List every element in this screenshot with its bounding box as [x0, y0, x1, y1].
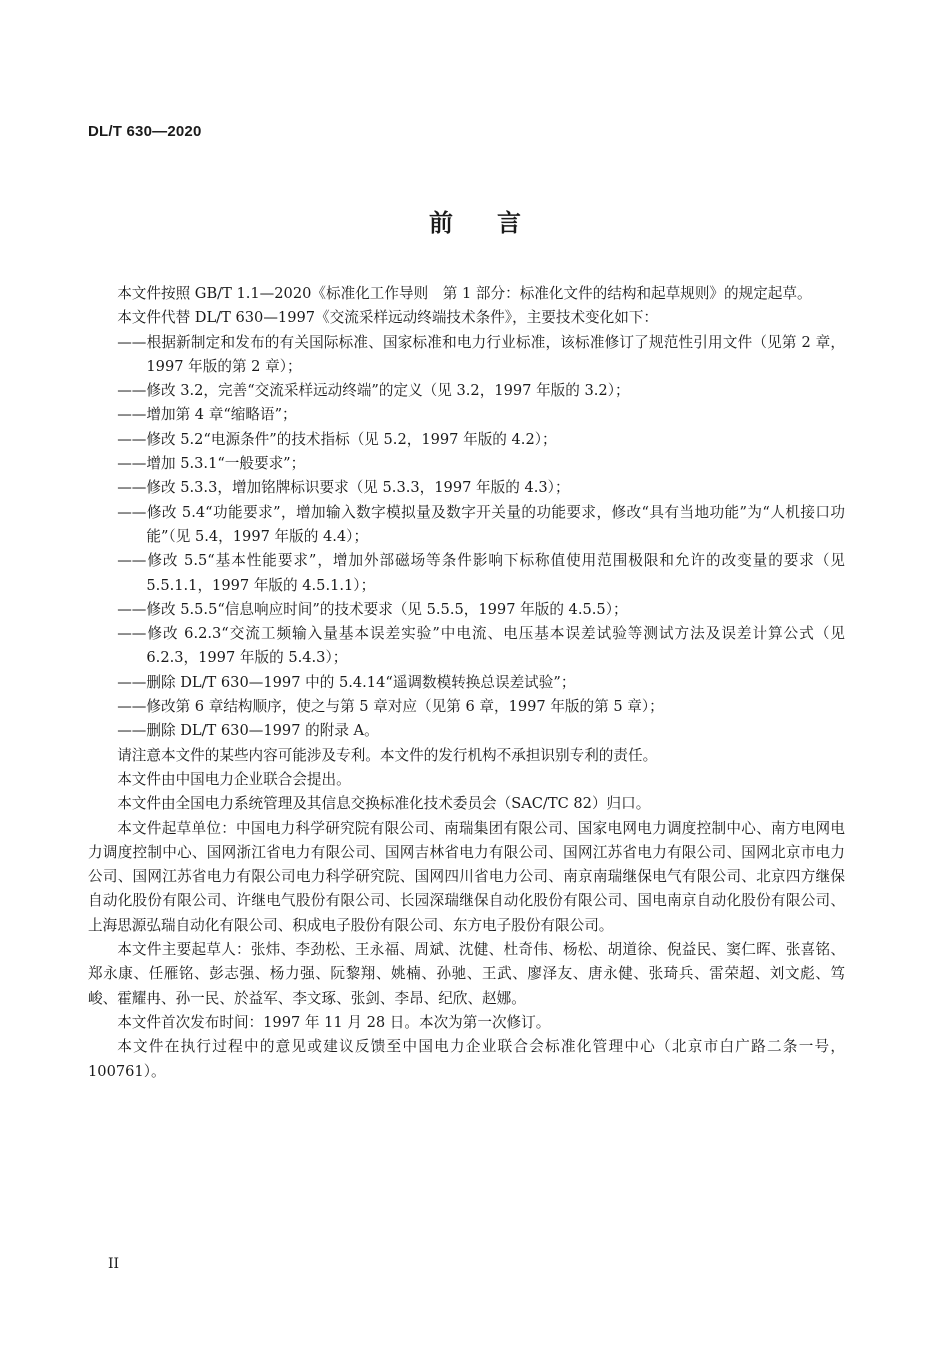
- list-item: ——修改 6.2.3“交流工频输入量基本误差实验”中电流、电压基本误差试验等测试方法及误差计算公式（见 6.2.3，1997 年版的 5.4.3）；: [117, 625, 845, 667]
- paragraph-replacement: 本文件代替 DL/T 630—1997《交流采样远动终端技术条件》，主要技术变化如下：: [117, 309, 659, 327]
- list-item: ——修改 5.5.5“信息响应时间”的技术要求（见 5.5.5，1997 年版的 4.5.5）；: [117, 600, 628, 618]
- page-number: II: [108, 1256, 120, 1272]
- list-item: ——修改 5.3.3，增加铭牌标识要求（见 5.3.3，1997 年版的 4.3）；: [117, 479, 570, 497]
- foreword-body: [88, 282, 845, 1084]
- paragraph-first-release: 本文件首次发布时间：1997 年 11 月 28 日。本次为第一次修订。: [117, 1013, 551, 1031]
- paragraph-drafting-basis: 本文件按照 GB/T 1.1—2020《标准化工作导则 第 1 部分：标准化文件的结构和起草规则》的规定起草。: [117, 285, 812, 302]
- list-item: ——修改 5.4“功能要求”，增加输入数字模拟量及数字开关量的功能要求，修改“具有当地功能”为“人机接口功能”（见 5.4，1997 年版的 4.4）；: [117, 503, 845, 545]
- paragraph-proposer: 本文件由中国电力企业联合会提出。: [117, 770, 351, 788]
- list-item: ——删除 DL/T 630—1997 的附录 A。: [117, 722, 379, 740]
- list-item: ——修改 5.2“电源条件”的技术指标（见 5.2，1997 年版的 4.2）；: [117, 430, 557, 448]
- paragraph-committee: 本文件由全国电力系统管理及其信息交换标准化技术委员会（SAC/TC 82）归口。: [117, 795, 651, 813]
- list-item: ——增加 5.3.1“一般要求”；: [117, 455, 306, 473]
- list-item: ——修改 5.5“基本性能要求”，增加外部磁场等条件影响下标称值使用范围极限和允许的改变量的要求（见 5.5.1.1，1997 年版的 4.5.1.1）；: [117, 552, 845, 594]
- list-item: ——根据新制定和发布的有关国际标准、国家标准和电力行业标准，该标准修订了规范性引用文件（见第 2 章，1997 年版的第 2 章）；: [117, 333, 845, 375]
- page-title: 前言: [429, 208, 565, 237]
- list-item: ——增加第 4 章“缩略语”；: [117, 406, 297, 424]
- paragraph-feedback: 本文件在执行过程中的意见或建议反馈至中国电力企业联合会标准化管理中心（北京市白广路二条一号，100761）。: [88, 1038, 845, 1080]
- paragraph-patent-notice: 请注意本文件的某些内容可能涉及专利。本文件的发行机构不承担识别专利的责任。: [117, 746, 658, 764]
- list-item: ——修改第 6 章结构顺序，使之与第 5 章对应（见第 6 章，1997 年版的第 5 章）；: [117, 698, 664, 716]
- list-item: ——删除 DL/T 630—1997 中的 5.4.14“遥调数模转换总误差试验”；: [117, 673, 576, 691]
- paragraph-drafters: 本文件主要起草人：张炜、李劲松、王永福、周斌、沈健、杜奇伟、杨松、胡道徐、倪益民、窦仁晖、张喜铭、郑永康、任雁铭、彭志强、杨力强、阮黎翔、姚楠、孙驰、王武、廖泽友、唐永健、张琦兵、雷荣超、刘文彪、笃峻、霍耀冉、孙一民、於益军、李文琢、张剑、李昂、纪欣、赵娜。: [88, 941, 845, 1007]
- paragraph-drafting-units: 本文件起草单位：中国电力科学研究院有限公司、南瑞集团有限公司、国家电网电力调度控制中心、南方电网电力调度控制中心、国网浙江省电力有限公司、国网吉林省电力有限公司、国网江苏省电力有限公司、国网北京市电力公司、国网江苏省电力有限公司电力科学研究院、国网四川省电力公司、南京南瑞继保电气有限公司、北京四方继保自动化股份有限公司、许继电气股份有限公司、长园深瑞继保自动化股份有限公司、国电南京自动化股份有限公司、上海思源弘瑞自动化有限公司、积成电子股份有限公司、东方电子股份有限公司。: [88, 819, 845, 934]
- document-code: DL/T 630—2020: [88, 123, 202, 140]
- list-item: ——修改 3.2，完善“交流采样远动终端”的定义（见 3.2，1997 年版的 3.2）；: [117, 382, 630, 400]
